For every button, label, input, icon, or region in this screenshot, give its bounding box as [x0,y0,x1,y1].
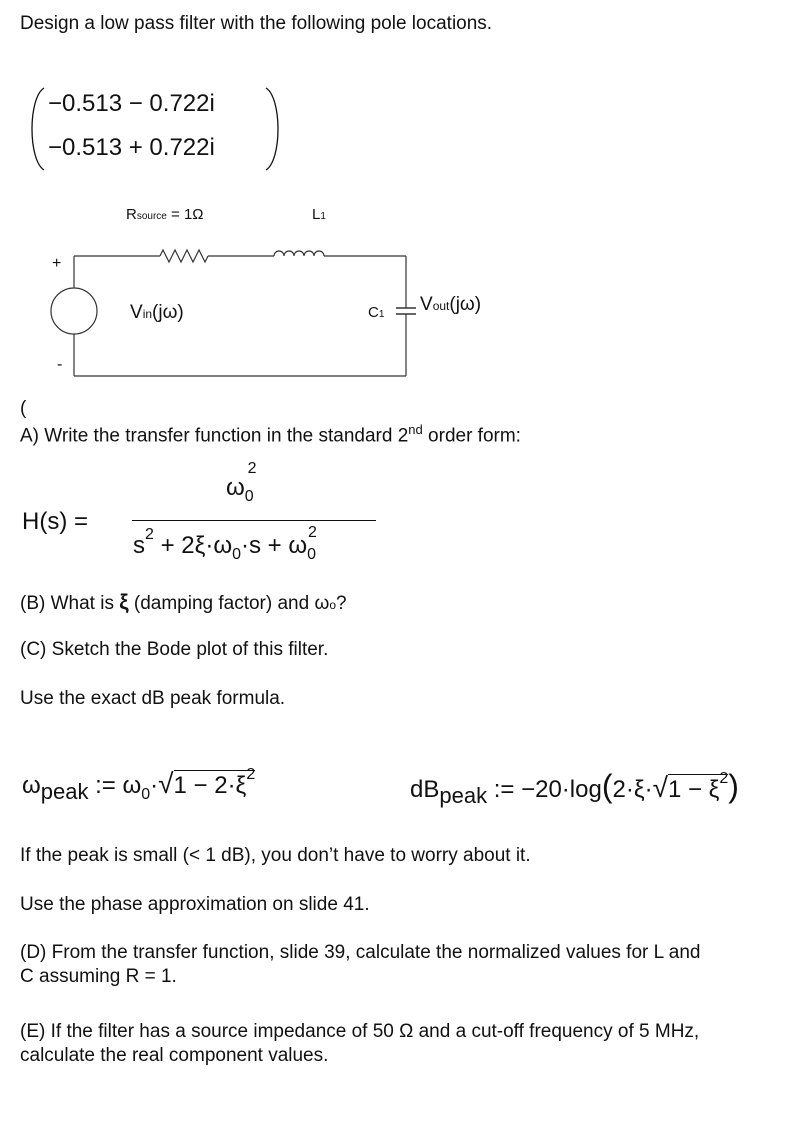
heading-text: Design a low pass filter with the following pole locations. [20,13,493,34]
resistor-symbol [160,250,208,262]
part-c-text: (C) Sketch the Bode plot of this filter. [20,639,329,660]
fraction-bar [132,520,376,521]
wpeak-formula: ωpeak := $\omega_0\cdot√1 - 2\cdot\xi^2$ [22,766,256,804]
voltage-source-symbol [51,288,97,334]
transfer-lhs: H(s) = [22,508,88,535]
phase-note-text: Use the phase approximation on slide 41. [20,894,370,915]
vout-label: Vout(jω) [420,294,482,315]
lc-circuit-diagram [30,190,550,390]
part-d-line-2: C assuming R = 1. [20,966,177,987]
part-b-text: (B) What is ξ (damping factor) and ωo? [20,591,347,614]
vin-label: Vin(jω) [130,302,184,323]
matrix-row-2: −0.513 + 0.722i [48,134,215,161]
transfer-numerator: $\omega_0^2$ [226,460,257,505]
inductor-label: L1 [312,206,326,223]
plus-sign: + [52,255,62,272]
minus-sign: - [57,356,63,373]
stray-paren: ( [20,398,27,419]
peak-note-text: If the peak is small (< 1 dB), you don’t have to worry about it. [20,845,531,866]
exact-formula-text: Use the exact dB peak formula. [20,688,286,709]
dbpeak-formula: dBpeak := $-20\cdot\log(2\cdot\xi\cdot√1 - \xi^2)$ [410,768,739,808]
matrix-row-1: −0.513 − 0.722i [48,90,215,117]
part-e-line-1: (E) If the filter has a source impedance of 50 Ω and a cut-off frequency of 5 MHz, [20,1021,700,1042]
part-a-text: A) Write the transfer function in the standard 2nd order form: [20,422,521,447]
capacitor-label: C1 [368,304,385,321]
transfer-denominator: $s^2 + 2\xi\cdot\omega_0\cdot s + \omega_0^2$ [133,524,317,563]
part-e-line-2: calculate the real component values. [20,1045,329,1066]
part-d-line-1: (D) From the transfer function, slide 39, calculate the normalized values for L and [20,942,701,963]
inductor-symbol [274,251,324,256]
pole-matrix [22,84,292,174]
resistor-label: Rsource = 1Ω [126,206,204,223]
